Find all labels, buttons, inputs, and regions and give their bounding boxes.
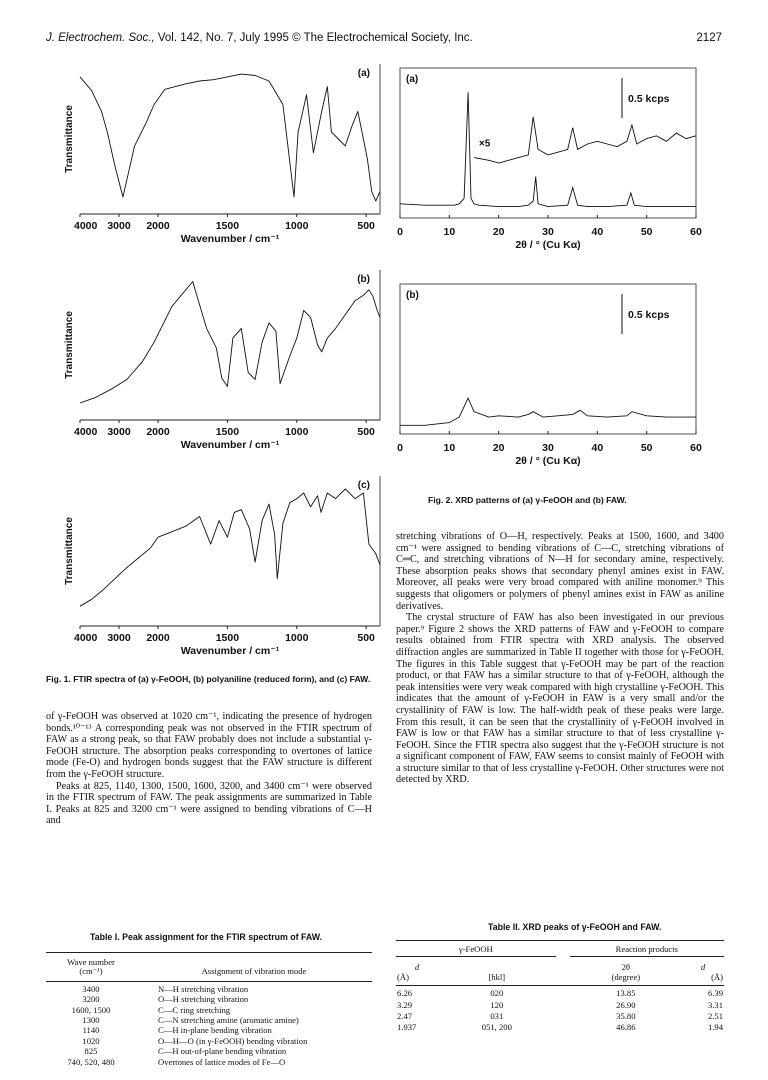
table-1-wavenumber: 1600, 1500: [71, 1004, 111, 1015]
page-header: [46, 32, 722, 44]
table-1-wavenumber: 740, 520, 480: [67, 1056, 115, 1067]
table-1-col1-header-line2: (cm⁻¹): [79, 966, 103, 977]
spectrum-line: [80, 489, 380, 606]
x-tick-label: 1000: [285, 220, 309, 232]
journal-name: J. Electrochem. Soc.,: [46, 32, 155, 44]
table-1-assignment: O—H stretching vibration: [158, 994, 249, 1005]
x-tick-label: 2000: [146, 426, 170, 438]
table-2-row: [396, 1022, 724, 1033]
table-1-assignment: C—H out-of-plane bending vibration: [158, 1046, 287, 1057]
left-paragraph-1: of γ-FeOOH was observed at 1020 cm⁻¹, indicating the presence of hydrogen bonds.¹⁰⁻¹³ A corresponding peak was not observed in the FTIR spectrum of FAW as a strong peak, so that FAW probably does not include a substantial γ-FeOOH structure. The absorption peaks corresponding to overtones of lattice mode (Fe-O) and hydrogen bonds suggest that the FAW structure is different from the γ-FeOOH structure.: [46, 711, 372, 780]
x-tick-label: 1000: [285, 426, 309, 438]
table-2-d2-header: d: [700, 962, 706, 973]
table-2-d-header: d: [414, 962, 420, 973]
ftir-chart-a: [64, 64, 380, 245]
table-2-2theta: 13.85: [616, 988, 636, 999]
x-tick-label: 3000: [107, 426, 131, 438]
table-2-hkl: 031: [490, 1011, 504, 1022]
y-axis-label: Transmittance: [64, 311, 75, 379]
right-paragraph-2: The crystal structure of FAW has also been investigated in our previous paper.⁹ Figure 2 shows the XRD patterns of FAW and γ-FeOOH to compare results obtained from FTIR spectra with XRD analysis. The observed diffraction angles are summarized in Table II together with those for γ-FeOOH. The figures in this Table suggest that γ-FeOOH may be part of the reaction product, or that FAW has a similar structure to that of γ-FeOOH, although the peak intensities were very weak compared with high crystalline γ-FeOOH. This indicates that the amount of γ-FeOOH in FAW is a very small and/or the crystallinity of FAW is low. The half-width peak of these peaks were large. From this result, it can be seen that the crystallinity of γ-FeOOH involved in FAW is low or that FAW has a similar structure to that of less crystalline γ-FeOOH. Since the FTIR spectra also suggest that the γ-FeOOH structure is not a significant component of FAW, FAW seems to consist mainly of FeOOH with a structure similar to that of less crystalline γ-FeOOH. Other structures were not detected by XRD.: [396, 612, 724, 786]
page-number: 2127: [696, 32, 722, 44]
table-2-col-header: [396, 957, 724, 986]
panel-label: (a): [406, 74, 419, 85]
x-axis-label: Wavenumber / cm⁻¹: [180, 439, 280, 451]
x-axis-label: 2θ / ° (Cu Kα): [515, 239, 581, 251]
table-2-d-unit: (Å): [397, 971, 409, 982]
table-1-assignment: N—H stretching vibration: [158, 983, 249, 994]
x-tick-label: 60: [690, 442, 702, 454]
plot-frame: [400, 68, 696, 218]
table-2-d: 2.47: [397, 1011, 413, 1022]
panel-label: (b): [406, 290, 419, 301]
table-2-title: Table II. XRD peaks of γ-FeOOH and FAW.: [488, 922, 662, 932]
panel-label: (c): [357, 480, 370, 491]
scale-label: 0.5 kcps: [628, 93, 670, 105]
table-1-header: [46, 957, 372, 981]
x-tick-label: 4000: [74, 426, 98, 438]
diffraction-line: [400, 398, 696, 425]
x-tick-label: 3000: [107, 220, 131, 232]
table-2: [396, 944, 724, 1034]
y-axis-label: Transmittance: [64, 105, 75, 173]
x-tick-label: 4000: [74, 220, 98, 232]
table-2-d: 3.29: [397, 999, 413, 1010]
x-tick-label: 2000: [146, 220, 170, 232]
table-2-d: 6.26: [397, 988, 413, 999]
table-2-hkl: 051, 200: [481, 1022, 512, 1033]
x-tick-label: 4000: [74, 632, 98, 644]
x-tick-label: 1000: [285, 632, 309, 644]
right-paragraph-1: stretching vibrations of O—H, respectively. Peaks at 1500, 1600, and 3400 cm⁻¹ were assigned to bending vibrations of C—C, stretching vibrations of C═C, and stretching vibrations of N—H for secondary amine, respectively. These absorption peaks shows that secondary phenyl amines exist in FAW. Moreover, all peaks were very broad compared with aniline monomer.⁹ This suggests that oligomers or polymers of phenyl amines exist in FAW as aniline derivatives.: [396, 531, 724, 612]
table-1-title: Table I. Peak assignment for the FTIR spectrum of FAW.: [90, 932, 323, 942]
table-2-d2: 6.39: [707, 988, 723, 999]
panel-label: (b): [357, 274, 370, 285]
table-1-assignment: Overtones of lattice modes of Fe—O: [158, 1056, 286, 1067]
x-tick-label: 500: [357, 426, 375, 438]
table-1-wavenumber: 1140: [82, 1025, 100, 1036]
ftir-chart-c: [64, 476, 380, 657]
x-tick-label: 30: [542, 442, 554, 454]
scale-label: 0.5 kcps: [628, 309, 670, 321]
table-2-row: [396, 1000, 724, 1011]
table-2-2theta-unit: (degree): [611, 971, 641, 982]
table-2-d2-unit: (Å): [711, 971, 723, 982]
plot-frame: [400, 284, 696, 434]
table-1-row: [46, 981, 372, 995]
table-2-row: [396, 1011, 724, 1022]
table-2-2theta: 35.80: [616, 1011, 636, 1022]
spectrum-line: [80, 74, 380, 201]
xrd-chart-b: [397, 284, 702, 467]
table-1-assignment: C—C ring stretching: [158, 1004, 231, 1015]
table-2-d2: 3.31: [707, 999, 723, 1010]
x-axis-label: Wavenumber / cm⁻¹: [180, 233, 280, 245]
x-tick-label: 40: [591, 226, 604, 238]
table-1-top-rule: [46, 952, 372, 953]
left-column-text: [46, 711, 372, 827]
table-1-assignment: O—H—O (in γ-FeOOH) bending vibration: [158, 1035, 308, 1046]
table-2-group-gamma: γ-FeOOH: [396, 944, 556, 957]
table-1-wavenumber: 1300: [82, 1015, 100, 1026]
x-tick-label: 3000: [107, 632, 131, 644]
table-1-col2-header: Assignment of vibration mode: [201, 966, 307, 977]
table-2-hkl: 120: [490, 999, 504, 1010]
x-tick-label: 40: [591, 442, 604, 454]
journal-citation: Vol. 142, No. 7, July 1995 © The Electrochemical Society, Inc.: [154, 32, 473, 44]
x-axis-label: 2θ / ° (Cu Kα): [515, 455, 581, 467]
table-1: [46, 957, 372, 1068]
table-1-assignment: C—H in-plane bending vibration: [158, 1025, 272, 1036]
x-tick-label: 50: [640, 442, 653, 454]
table-1-wavenumber: 1020: [82, 1035, 100, 1046]
figure-2-caption: Fig. 2. XRD patterns of (a) γ-FeOOH and (b) FAW.: [428, 495, 627, 505]
magnified-line: [474, 117, 696, 163]
x-tick-label: 1500: [215, 220, 240, 232]
table-1-wavenumber: 825: [84, 1046, 98, 1057]
table-1-assignment: C—N stretching amine (aromatic amine): [158, 1015, 299, 1026]
figure-1-caption: Fig. 1. FTIR spectra of (a) γ-FeOOH, (b) polyaniline (reduced form), and (c) FAW.: [46, 674, 371, 684]
x-tick-label: 10: [443, 442, 456, 454]
x-tick-label: 500: [357, 220, 375, 232]
x-axis-label: Wavenumber / cm⁻¹: [180, 645, 280, 657]
x-tick-label: 1500: [215, 426, 240, 438]
x-tick-label: 30: [542, 226, 554, 238]
table-1-wavenumber: 3400: [82, 983, 100, 994]
x-tick-label: 20: [492, 226, 505, 238]
spectrum-line: [80, 282, 380, 404]
x-tick-label: 0: [397, 442, 403, 454]
table-2-hkl-header: [hkl]: [488, 971, 506, 982]
table-2-row: [396, 986, 724, 1000]
x-tick-label: 1500: [215, 632, 240, 644]
x-tick-label: 20: [492, 442, 505, 454]
table-2-hkl: 020: [490, 988, 504, 999]
table-2-d2: 2.51: [707, 1011, 723, 1022]
x-tick-label: 0: [397, 226, 403, 238]
left-paragraph-2: Peaks at 825, 1140, 1300, 1500, 1600, 3200, and 3400 cm⁻¹ were observed in the FTIR spectrum of FAW. The peak assignments are summarized in Table I. Peaks at 825 and 3200 cm⁻¹ were assigned to bending vibrations of C—H and: [46, 780, 372, 827]
table-2-group-products: Reaction products: [570, 944, 724, 957]
ftir-chart-b: [58, 266, 378, 466]
table-1-col1-header-line1: Wave number: [67, 957, 115, 967]
table-1-wavenumber: 3200: [82, 994, 100, 1005]
x-tick-label: 60: [690, 226, 702, 238]
x-tick-label: 50: [640, 226, 653, 238]
table-1-row: [46, 1058, 372, 1068]
ftir-chart-a: [58, 60, 378, 260]
right-column-text: [396, 531, 724, 786]
table-2-d: 1.937: [397, 1022, 417, 1033]
panel-label: (a): [357, 68, 370, 79]
xrd-chart-a: [397, 68, 702, 251]
table-2-2theta-header: 2θ: [621, 962, 631, 973]
table-2-d2: 1.94: [707, 1022, 723, 1033]
x-tick-label: 500: [357, 632, 375, 644]
diffraction-line: [400, 92, 696, 206]
ftir-chart-b: [64, 270, 380, 451]
x-tick-label: 10: [443, 226, 456, 238]
table-2-2theta: 46.86: [616, 1022, 636, 1033]
table-2-group-header: [396, 944, 724, 957]
x-tick-label: 2000: [146, 632, 170, 644]
y-axis-label: Transmittance: [64, 517, 75, 585]
xrd-chart-b: [392, 280, 712, 480]
table-2-top-rule: [396, 940, 724, 941]
magnification-label: ×5: [478, 138, 491, 150]
xrd-chart-a: [392, 64, 712, 264]
table-2-2theta: 26.90: [616, 999, 636, 1010]
ftir-chart-c: [58, 472, 378, 672]
